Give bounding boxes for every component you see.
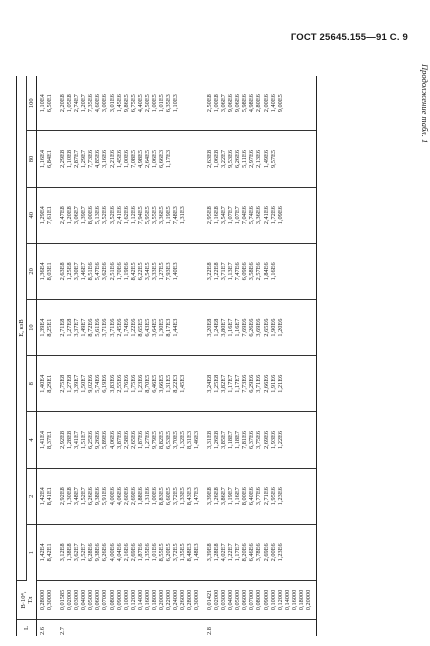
data-table — [16, 76, 317, 636]
value-cell: 3,22E8 1,22E8 3,71E7 1,13E7 7,47E6 6,09E6 3,58E6 2,57E6 1,84E6 1,16E6 — [204, 243, 316, 299]
value-cell: 3,12E8 1,38E8 3,62E7 1,52E7 6,28E6 9,38E6 6,26E6 4,00E6 4,04E6 2,16E6 2,69E6 1,87E6 1,35E6 1,01E6 8,55E5 6,20E5 3,72E5 1,35E5 8,48E3 1,48E3 — [57, 524, 204, 580]
value-cell: 3,39E8 1,28E8 4,02E7 1,22E7 1,17E7 8,20E6 6,46E6 3,78E6 2,69E6 2,00E6 1,23E6 — [204, 524, 316, 580]
value-cell: 1,39E4 8,25E1 — [37, 299, 58, 355]
value-cell: 2,92E8 1,28E8 3,41E7 1,51E7 6,25E6 9,26E6 5,89E6 4,06E6 3,87E6 2,58E6 2,65E6 1,87E6 1,27E6 9,79E5 8,82E5 6,53E5 3,70E5 1,32E5 8,31E3 1,46E3 — [57, 412, 204, 468]
value-cell: 1,29E4 7,61E1 — [37, 187, 58, 243]
page-header: ГОСТ 25645.155—91 С. 9 — [290, 32, 408, 43]
energy-header: 4 — [27, 412, 37, 468]
table-row-group — [204, 76, 316, 636]
value-cell: 2,20E8 1,05E8 2,74E7 1,20E7 7,35E6 4,60E6 3,00E6 3,01E6 1,45E6 9,86E5 6,75E5 4,40E5 2,50E5 1,00E5 1,01E5 6,35E3 1,10E3 — [57, 76, 204, 131]
value-cell: 2,92E8 1,30E8 3,48E7 1,52E7 6,26E6 9,38E6 5,91E6 4,00E6 4,06E6 2,60E6 2,69E6 1,88E6 1,31E6 1,00E6 8,83E5 6,60E5 3,72E5 1,33E5 8,43E3 1,47E3 — [57, 468, 204, 524]
value-cell: 2,71E8 1,27E8 3,37E7 1,49E7 8,72E6 5,61E6 3,71E6 3,71E6 2,45E6 1,74E6 1,22E6 8,65E5 6,43E5 3,64E5 1,30E5 8,17E3 1,44E3 — [57, 299, 204, 355]
energy-header: 20 — [27, 243, 37, 299]
b-values: 0,01585 0,02000 0,03000 0,04000 0,05000 0,06000 0,07000 0,08000 0,09000 0,10000 0,12000 0,14000 0,16000 0,18000 0,20000 0,22000 0,24000 0,26000 0,28000 0,30000 — [57, 581, 204, 620]
energy-header: 8 — [27, 356, 37, 412]
column-header-E: E, кэВ — [17, 76, 27, 581]
energy-header: 40 — [27, 187, 37, 243]
value-cell: 2,29E8 1,10E8 2,87E7 1,29E7 7,73E6 4,85E6 3,16E6 2,21E6 1,45E6 1,00E6 7,08E5 4,98E5 2,64E5 1,06E5 6,66E3 1,17E3 — [57, 131, 204, 187]
b-values: 0,01421 0,02000 0,03000 0,04000 0,05000 0,06000 0,07000 0,08000 0,09000 0,10000 0,12000 0,14000 0,16000 0,18000 0,20000 — [204, 581, 316, 620]
value-cell: 2,63E8 1,25E8 3,30E7 1,46E7 8,51E6 5,47E6 3,62E6 2,51E6 1,70E6 1,19E6 8,42E5 6,22E5 3,54E5 3,33E5 1,27E5 7,93E3 1,40E3 — [57, 243, 204, 299]
value-cell: 3,20E8 1,24E8 3,80E7 1,16E7 1,16E7 7,69E6 6,26E6 3,69E6 2,65E6 1,90E6 1,20E6 — [204, 299, 316, 355]
value-cell: 2,63E8 1,06E8 3,22E7 9,53E6 6,26E6 5,11E6 2,97E6 2,13E6 1,49E6 9,57E5 — [204, 131, 316, 187]
energy-header: 2 — [27, 468, 37, 524]
energy-header: 1 — [27, 524, 37, 580]
value-cell: 1,41E4 8,37E1 — [37, 412, 58, 468]
energy-header: 10 — [27, 299, 37, 355]
l-value: 2.6 — [39, 627, 47, 635]
value-cell: 3,31E8 1,26E8 3,85E7 1,18E7 1,18E7 7,81E6 6,37E6 3,75E6 2,69E6 1,93E6 1,22E6 — [204, 412, 316, 468]
energy-header: 80 — [27, 131, 37, 187]
table-continuation-label: Продолжение табл. 1 — [420, 64, 430, 144]
l-value: 2.8 — [204, 620, 316, 637]
value-cell: 3,39E8 1,26E8 3,86E7 1,19E7 1,16E7 8,00E6 6,40E6 3,77E6 2,71E6 1,95E6 1,23E6 — [204, 468, 316, 524]
table-row-group — [37, 76, 58, 636]
rotated-table-container — [0, 71, 372, 646]
value-cell: 2,50E8 1,00E8 3,06E7 9,06E6 9,06E6 5,98E6 4,98E6 2,80E6 2,00E6 1,40E6 9,00E5 — [204, 76, 316, 131]
energy-header: 100 — [27, 76, 37, 131]
b-values: 0,28000 0,30000 — [37, 581, 58, 620]
value-cell: 2,47E8 1,20E8 3,06E7 1,39E7 8,00E6 5,13E6 3,52E6 3,52E6 2,41E6 1,62E6 1,12E6 7,94E5 5,95E5 3,55E5 3,36E5 1,19E5 7,48E3 1,31E3 — [57, 187, 204, 243]
value-cell: 2,95E8 1,16E8 3,54E7 1,07E7 1,07E7 7,04E6 5,74E6 3,36E6 2,41E6 1,72E6 1,09E6 — [204, 187, 316, 243]
table-row-group — [57, 76, 204, 636]
value-cell: 1,42E4 8,41E1 — [37, 468, 58, 524]
value-cell: 1,10E4 6,50E1 — [37, 76, 58, 131]
column-header-B: B·10⁴, Тл — [17, 581, 37, 620]
value-cell: 1,42E4 8,42E1 — [37, 524, 58, 580]
column-header-L: L — [17, 620, 37, 637]
value-cell: 1,40E4 8,29E1 — [37, 356, 58, 412]
value-cell: 1,16E4 6,84E1 — [37, 131, 58, 187]
value-cell: 3,24E8 1,25E8 3,82E7 1,17E7 1,17E7 7,73E6 6,29E6 3,71E6 2,66E6 1,91E6 1,21E6 — [204, 356, 316, 412]
value-cell: 2,75E8 1,27E8 3,39E7 1,50E7 9,02E6 5,74E6 6,19E6 3,83E6 2,55E6 1,76E6 1,75E6 1,23E6 8,70E5 6,46E5 3,66E5 1,31E5 8,22E3 1,45E3 — [57, 356, 204, 412]
value-cell: 1,36E4 8,03E1 — [37, 243, 58, 299]
l-value: 2.7 — [59, 627, 67, 635]
